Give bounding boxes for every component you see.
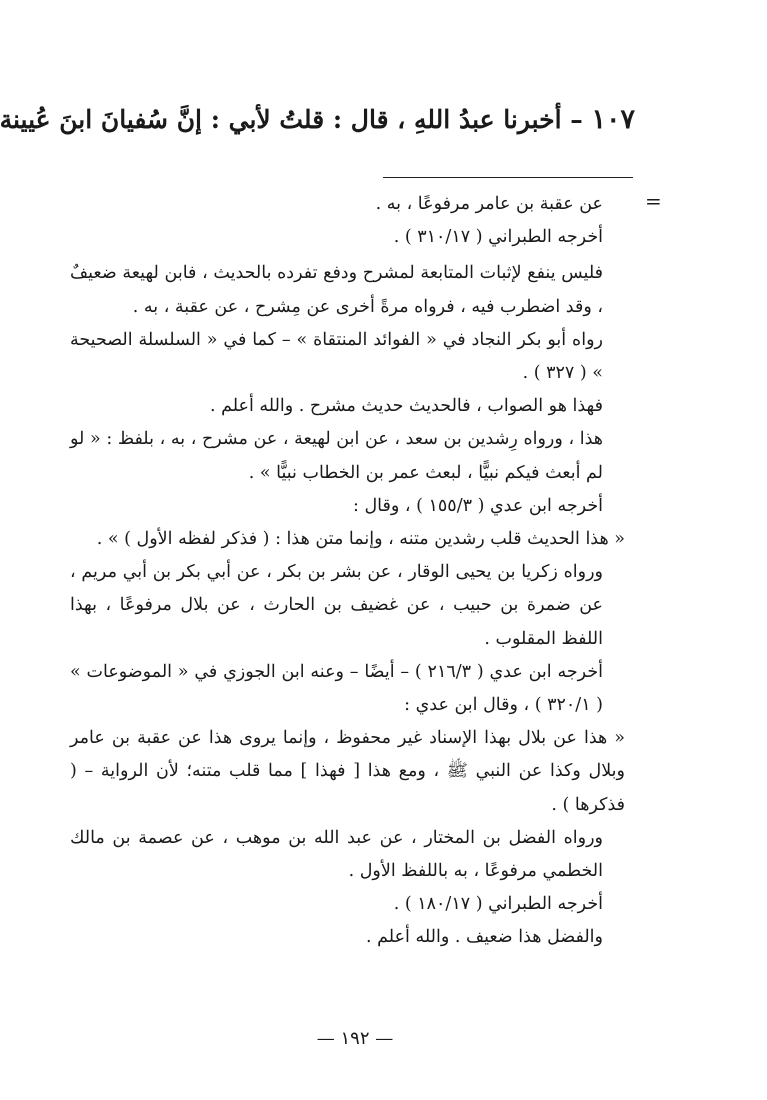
paragraph: « هذا عن بلال بهذا الإسناد غير محفوظ ، وإنما يروى هذا عن عقبة بن عامر وبلال وكذا عن النبي ﷺ ، ومع هذا [ فهذا ] مما قلب متنه؛ لأن الرواية – ( فذكرها ) . (70, 728, 625, 815)
paragraph: أخرجه الطبراني ( ٣١٠/١٧ ) . (393, 227, 603, 248)
paragraph: ورواه الفضل بن المختار ، عن عبد الله بن موهب ، عن عصمة بن مالك الخطمي مرفوعًا ، به باللفظ الأول . (70, 827, 603, 882)
paragraph: هذا ، ورواه رِشدين بن سعد ، عن ابن لهيعة ، عن مشرح ، به ، بلفظ : « لو لم أبعث فيكم نبيًّا ، لبعث عمر بن الخطاب نبيًّا » . (70, 429, 603, 483)
paragraph: ورواه زكريا بن يحيى الوقار ، عن بشر بن بكر ، عن أبي بكر بن أبي مريم ، عن ضمرة بن حبيب ، عن غضيف بن الحارث ، عن بلال مرفوعًا ، بهذا اللفظ المقلوب . (70, 562, 603, 649)
paragraph: أخرجه ابن عدي ( ١٥٥/٣ ) ، وقال : (353, 495, 603, 516)
footnote-separator (383, 177, 633, 178)
continuation-marker: = (645, 189, 662, 213)
paragraph: أخرجه الطبراني ( ١٨٠/١٧ ) . (393, 894, 603, 915)
page-number: — ١٩٢ — (316, 1028, 394, 1049)
hadith-heading-text: – أخبرنا عبدُ اللهِ ، قال : قلتُ لأبي : إنَّ سُفيانَ ابنَ عُيينة (0, 105, 583, 134)
paragraph: فليس ينفع لإثبات المتابعة لمشرح ودفع تفرده بالحديث ، فابن لهيعة ضعيفٌ ، وقد اضطرب فيه ، فرواه مرةً أخرى عن مِشرح ، عن عقبة ، به . (70, 263, 603, 317)
paragraph: أخرجه ابن عدي ( ٢١٦/٣ ) – أيضًا – وعنه ابن الجوزي في « الموضوعات » ( ٣٢٠/١ ) ، وقال ابن عدي : (70, 661, 603, 716)
paragraph: فهذا هو الصواب ، فالحديث حديث مشرح . والله أعلم . (209, 396, 603, 417)
hadith-heading (0, 104, 635, 135)
hadith-number: ١٠٧ (591, 104, 635, 135)
footnote-body (70, 188, 625, 955)
paragraph: والفضل هذا ضعيف . والله أعلم . (366, 927, 603, 948)
paragraph: رواه أبو بكر النجاد في « الفوائد المنتقاة » – كما في « السلسلة الصحيحة » ( ٣٢٧ ) . (70, 329, 603, 384)
paragraph: عن عقبة بن عامر مرفوعًا ، به . (375, 194, 603, 214)
paragraph: « هذا الحديث قلب رشدين متنه ، وإنما متن هذا : ( فذكر لفظه الأول ) » . (96, 529, 625, 550)
